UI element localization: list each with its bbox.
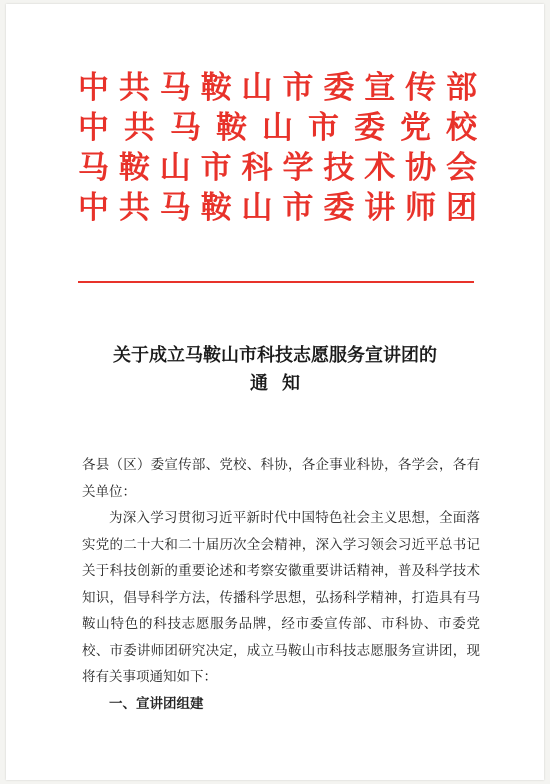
document-title-line2: 通知 [250, 373, 314, 394]
document-body [82, 452, 480, 717]
issuer-science-association: 马鞍山市科学技术协会 [78, 150, 478, 186]
issuer-propaganda-department: 中共马鞍山市委宣传部 [78, 70, 478, 106]
document-title-line1: 关于成立马鞍山市科技志愿服务宣讲团的 [113, 345, 437, 366]
body-paragraph: 为深入学习贯彻习近平新时代中国特色社会主义思想，全面落实党的二十大和二十届历次全会精神，深入学习领会习近平总书记关于科技创新的重要论述和考察安徽重要讲话精神，普及科学技术知识，倡导科学方法，传播科学思想，弘扬科学精神，打造具有马鞍山特色的科技志愿服务品牌，经市委宣传部、市科协、市委党校、市委讲师团研究决定，成立马鞍山市科技志愿服务宣讲团，现将有关事项通知如下： [82, 510, 480, 685]
section-heading: 一、宣讲团组建 [109, 695, 204, 712]
issuing-authorities-header [78, 68, 478, 228]
red-divider-line [78, 281, 474, 283]
addressee: 各县（区）委宣传部、党校、科协，各企事业科协，各学会，各有关单位： [82, 457, 480, 500]
issuer-party-school: 中共马鞍山市委党校 [78, 110, 478, 146]
issuer-lecturer-group: 中共马鞍山市委讲师团 [78, 190, 478, 226]
